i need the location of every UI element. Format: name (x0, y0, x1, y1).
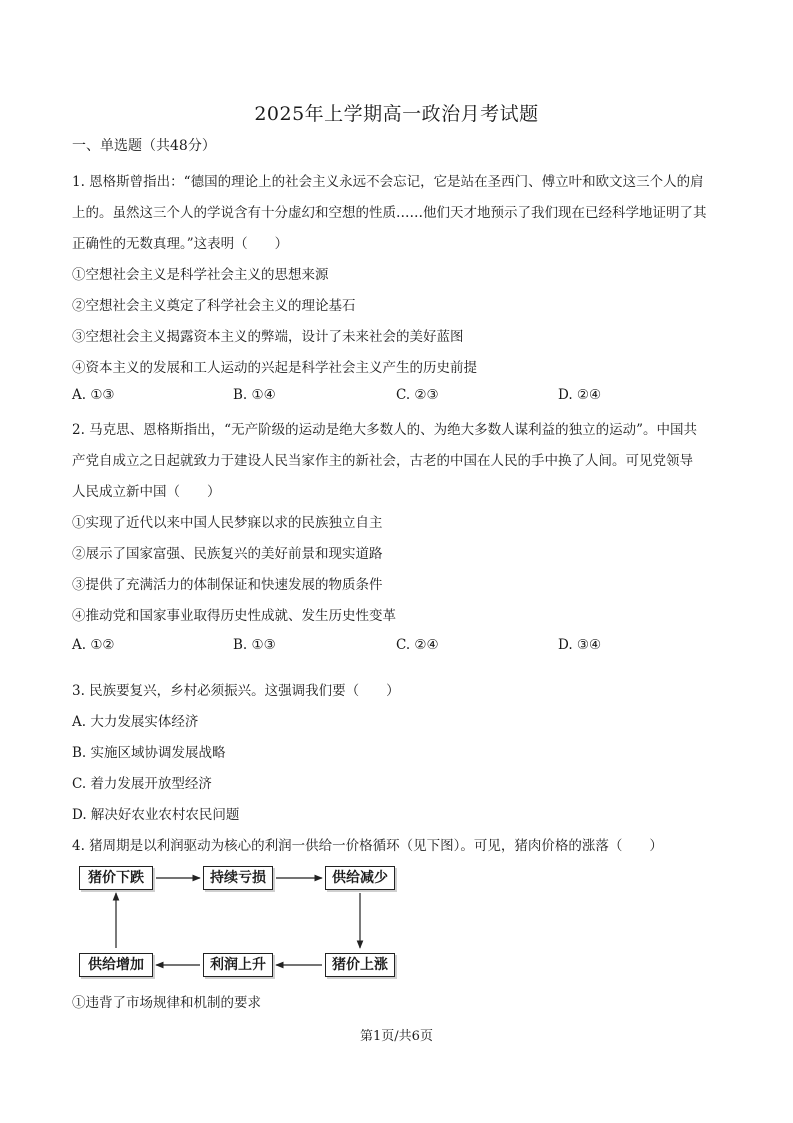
q3-option-d: D. 解决好农业农村农民问题 (72, 807, 240, 823)
page-footer: 第1页/共6页 (360, 1029, 433, 1044)
box-profit-up: 利润上升 (203, 953, 273, 977)
q1-option-d: D. ②④ (558, 387, 602, 403)
q1-stem-line-1: 1. 恩格斯曾指出：“德国的理论上的社会主义永远不会忘记，它是站在圣西门、傅立叶和欧文这三个人的肩 (72, 174, 704, 190)
q2-statement-2: ②展示了国家富强、民族复兴的美好前景和现实道路 (72, 546, 383, 562)
q1-option-a: A. ①③ (72, 387, 115, 403)
box-loss: 持续亏损 (203, 866, 273, 890)
page-title: 2025年上学期高一政治月考试题 (254, 103, 539, 125)
section-heading: 一、单选题（共48分） (72, 138, 216, 154)
q1-statement-2: ②空想社会主义奠定了科学社会主义的理论基石 (72, 298, 356, 314)
q4-stem: 4. 猪周期是以利润驱动为核心的利润一供给一价格循环（见下图）。可见，猪肉价格的涨落（ ） (72, 838, 663, 854)
q2-stem-line-2: 产党自成立之日起就致力于建设人民当家作主的新社会，古老的中国在人民的手中换了人间。可见党领导 (72, 453, 693, 469)
q3-option-a: A. 大力发展实体经济 (72, 714, 199, 730)
q2-statement-1: ①实现了近代以来中国人民梦寐以求的民族独立自主 (72, 515, 383, 531)
q3-stem: 3. 民族要复兴，乡村必须振兴。这强调我们要（ ） (72, 683, 400, 699)
box-supply-down: 供给减少 (325, 866, 395, 890)
q4-statement-1: ①违背了市场规律和机制的要求 (72, 995, 261, 1011)
box-price-down: 猪价下跌 (79, 866, 153, 890)
box-price-up: 猪价上涨 (325, 953, 395, 977)
q2-statement-4: ④推动党和国家事业取得历史性成就、发生历史性变革 (72, 608, 396, 624)
q2-option-c: C. ②④ (396, 637, 439, 653)
q2-stem-line-1: 2. 马克思、恩格斯指出，“无产阶级的运动是绝大多数人的、为绝大多数人谋利益的独立的运动”。中国共 (72, 422, 697, 438)
q1-stem-line-3: 正确性的无数真理。”这表明（ ） (72, 236, 289, 252)
q1-statement-3: ③空想社会主义揭露资本主义的弊端，设计了未来社会的美好蓝图 (72, 329, 464, 345)
q2-stem-line-3: 人民成立新中国（ ） (72, 484, 221, 500)
q2-option-b: B. ①③ (233, 637, 276, 653)
q1-option-c: C. ②③ (396, 387, 439, 403)
box-supply-up: 供给增加 (79, 953, 153, 977)
q1-statement-1: ①空想社会主义是科学社会主义的思想来源 (72, 267, 329, 283)
q1-stem-line-2: 上的。虽然这三个人的学说含有十分虚幻和空想的性质……他们天才地预示了我们现在已经科学地证明了其 (72, 205, 707, 221)
q3-option-b: B. 实施区域协调发展战略 (72, 745, 226, 761)
q1-statement-4: ④资本主义的发展和工人运动的兴起是科学社会主义产生的历史前提 (72, 360, 477, 376)
q2-option-a: A. ①② (72, 637, 115, 653)
q3-option-c: C. 着力发展开放型经济 (72, 776, 212, 792)
q1-option-b: B. ①④ (233, 387, 276, 403)
q2-statement-3: ③提供了充满活力的体制保证和快速发展的物质条件 (72, 577, 383, 593)
q2-option-d: D. ③④ (558, 637, 602, 653)
